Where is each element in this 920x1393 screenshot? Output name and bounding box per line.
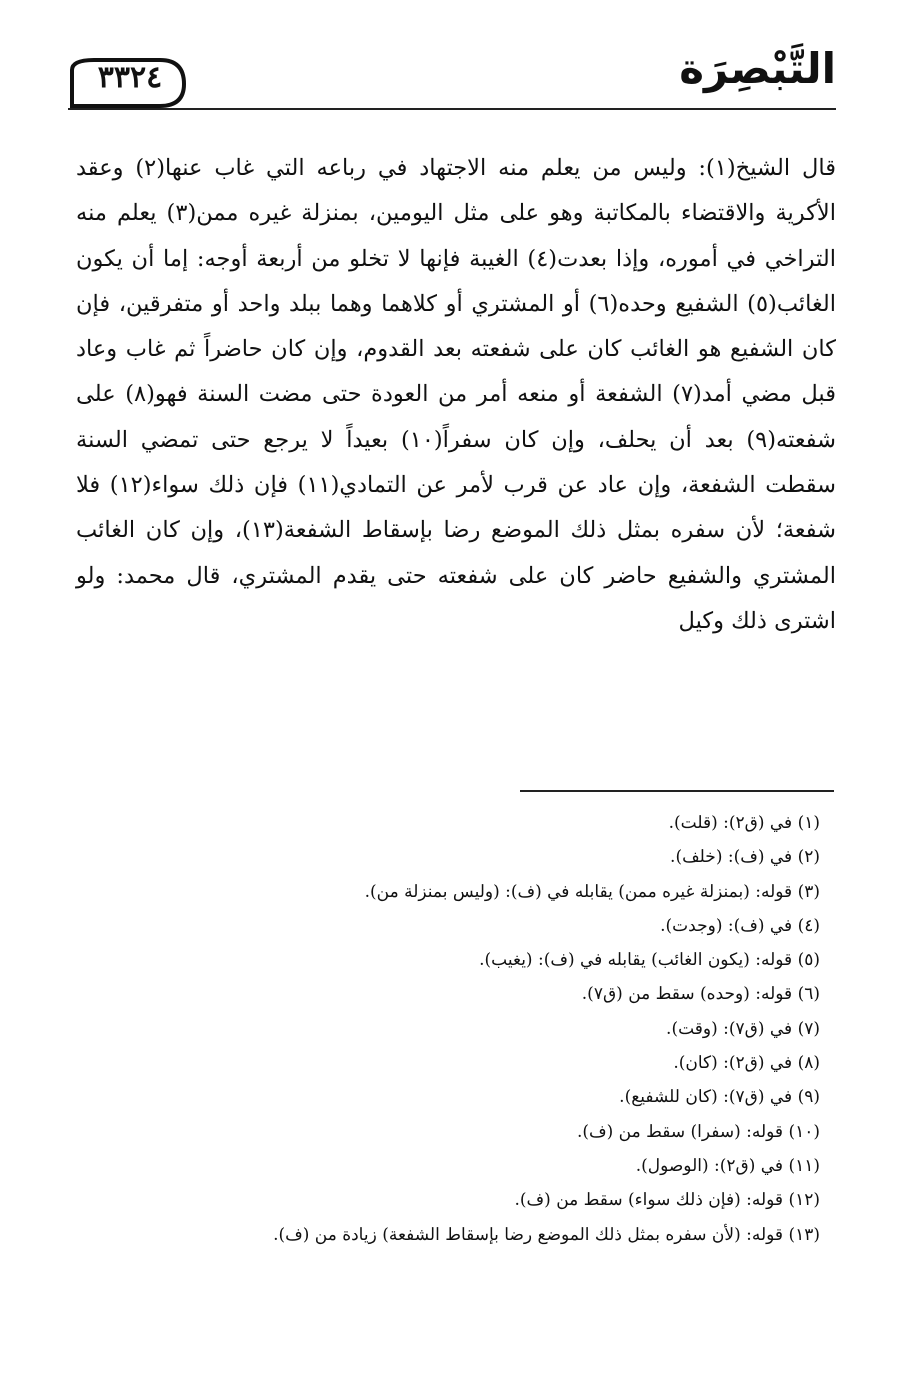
footnote-7: (٧) في (ق٧): (وقت). <box>666 1018 820 1039</box>
footnote-4: (٤) في (ف): (وجدت). <box>660 915 820 936</box>
main-paragraph: قال الشيخ(١): وليس من يعلم منه الاجتهاد في رباعه التي غاب عنها(٢) وعقد الأكرية والاقتضاء بالمكاتبة وهو على مثل اليومين، بمنزلة غيره ممن(٣) يعلم منه التراخي في أموره، وإذا بعدت(٤) الغيبة فإنها لا تخلو من أربعة أوجه: إما أن يكون الغائب(٥) الشفيع وحده(٦) أو المشتري أو كلاهما وهما ببلد واحد أو متفرقين، فإن كان الشفيع هو الغائب كان على شفعته بعد القدوم، وإن كان حاضراً ثم غاب وعاد قبل مضي أمد(٧) الشفعة أو منعه أمر من العودة حتى مضت السنة فهو(٨) على شفعته(٩) بعد أن يحلف، وإن كان سفراً(١٠) بعيداً لا يرجع حتى تمضي السنة سقطت الشفعة، وإن عاد عن قرب لأمر عن التمادي(١١) فإن ذلك سواء(١٢) فلا شفعة؛ لأن سفره بمثل ذلك الموضع رضا بإسقاط الشفعة(١٣)، وإن كان الغائب المشتري والشفيع حاضر كان على شفعته حتى يقدم المشتري، قال محمد: ولو اشترى ذلك وكيل <box>76 155 837 634</box>
footnote-12: (١٢) قوله: (فإن ذلك سواء) سقط من (ف). <box>514 1190 820 1211</box>
footnote-5: (٥) قوله: (يكون الغائب) يقابله في (ف): (يغيب). <box>479 950 820 971</box>
footnote-8: (٨) في (ق٢): (كان). <box>673 1053 820 1074</box>
header-rule <box>68 108 836 110</box>
footnote-separator <box>520 790 834 792</box>
footnote-13: (١٣) قوله: (لأن سفره بمثل ذلك الموضع رضا بإسقاط الشفعة) زيادة من (ف). <box>273 1224 820 1245</box>
page-number: ٣٣٢٤ <box>97 60 163 95</box>
page-number-badge <box>68 56 186 108</box>
footnote-2: (٢) في (ف): (خلف). <box>670 847 820 868</box>
footnote-3: (٣) قوله: (بمنزلة غيره ممن) يقابله في (ف): (وليس بمنزلة من). <box>364 881 820 902</box>
footnotes <box>76 806 820 1252</box>
footnote-9: (٩) في (ق٧): (كان للشفيع). <box>619 1087 820 1108</box>
footnote-6: (٦) قوله: (وحده) سقط من (ق٧). <box>581 984 820 1005</box>
footnote-10: (١٠) قوله: (سفرا) سقط من (ف). <box>576 1121 820 1142</box>
book-title: التَّبْصِرَة <box>679 44 836 93</box>
footnote-1: (١) في (ق٢): (قلت). <box>668 813 820 833</box>
page-header <box>68 44 836 112</box>
footnote-11: (١١) في (ق٢): (الوصول). <box>635 1155 820 1176</box>
main-text <box>76 146 836 644</box>
